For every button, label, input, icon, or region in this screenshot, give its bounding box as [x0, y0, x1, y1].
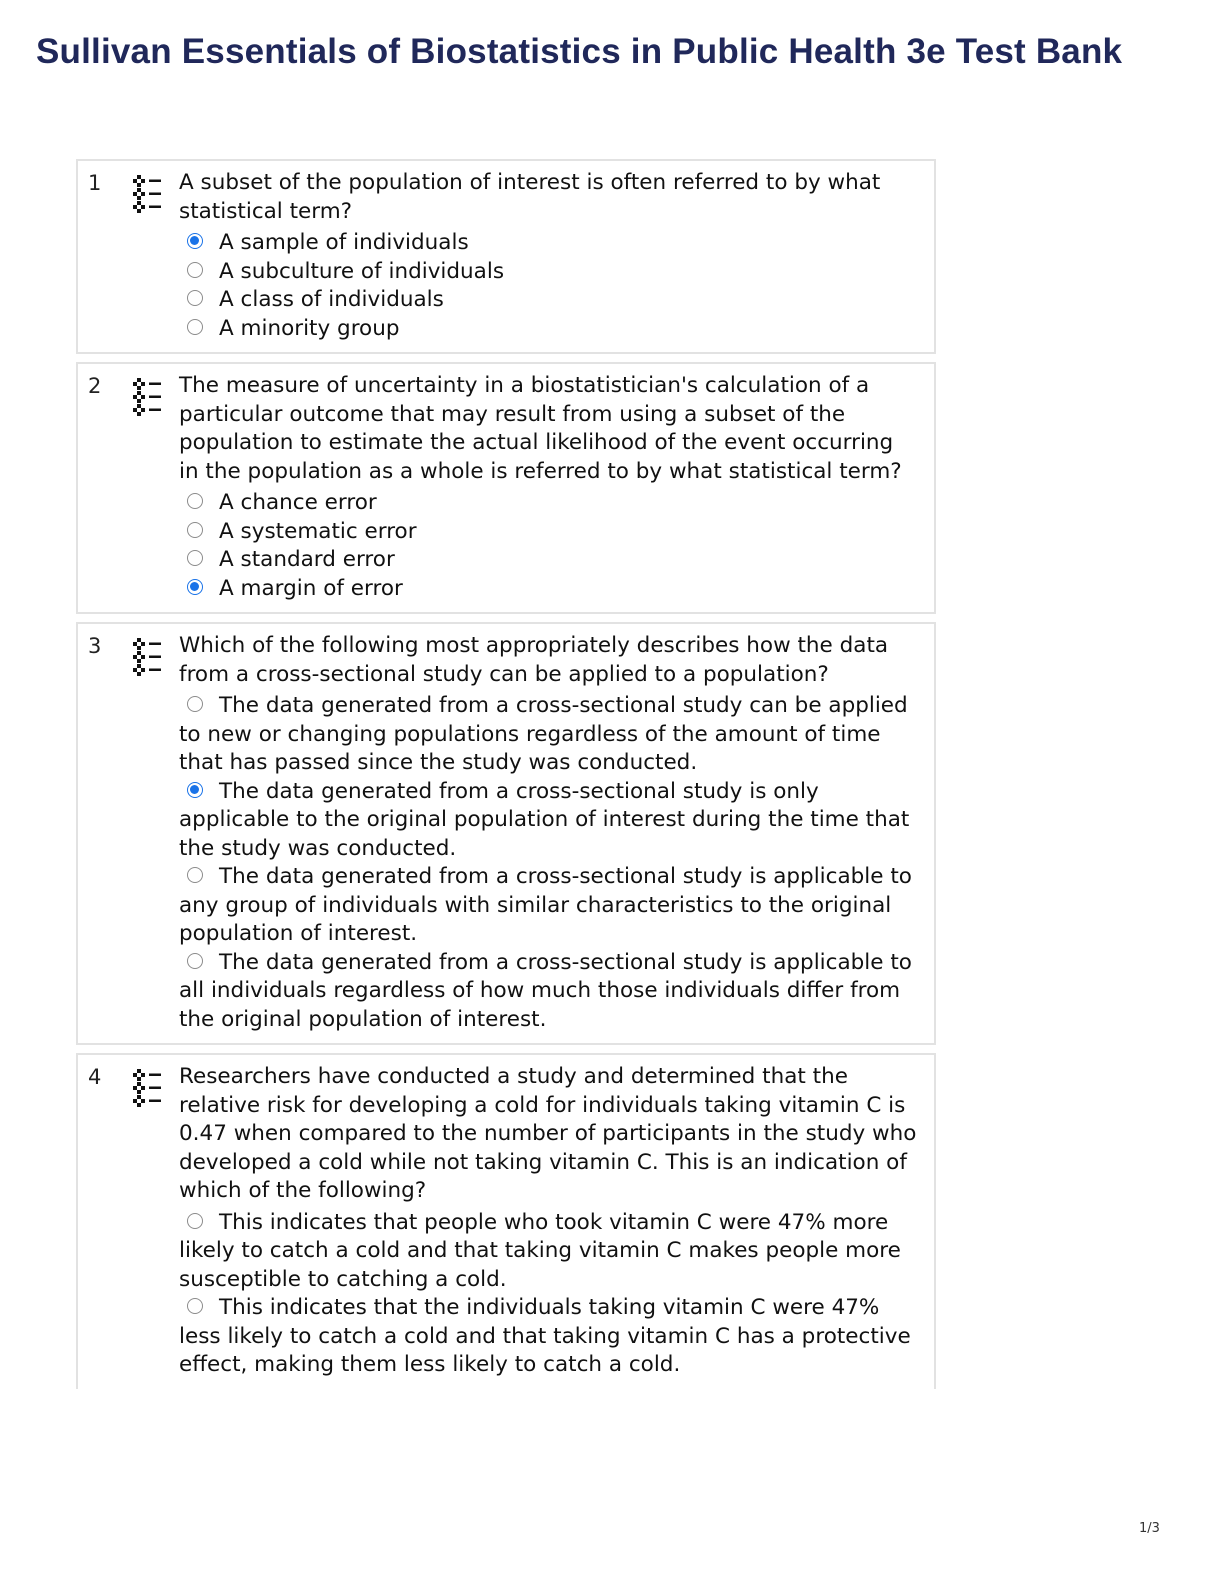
page-number: 1/3	[1139, 1521, 1160, 1536]
radio-unselected[interactable]	[187, 522, 203, 538]
answer-option[interactable]	[179, 286, 918, 315]
answer-option[interactable]	[179, 518, 918, 547]
question-text: The measure of uncertainty in a biostatistician's calculation of a particular outcome that may result from using a subset of the population to estimate the actual likelihood of the event occurring in the population as a whole is referred to by what statistical term?	[179, 373, 902, 484]
radio-selected[interactable]	[187, 782, 203, 798]
answer-option[interactable]	[179, 863, 918, 949]
answer-label: A systematic error	[219, 518, 417, 544]
question-text: Researchers have conducted a study and determined that the relative risk for developing a cold for individuals taking vitamin C is 0.47 when compared to the number of participants in the study who developed a cold while not taking vitamin C. This is an indication of which of the following?	[179, 1064, 917, 1203]
radio-unselected[interactable]	[187, 867, 203, 883]
answer-option[interactable]	[179, 258, 918, 287]
answer-options	[179, 489, 918, 603]
multiple-choice-icon	[132, 174, 172, 214]
answer-label: A standard error	[219, 547, 395, 572]
question-number: 1	[88, 171, 102, 195]
answer-label: This indicates that people who took vitamin C were 47% more likely to catch a cold and that taking vitamin C makes people more susceptible to catching a cold.	[179, 1209, 901, 1292]
answer-label: A subculture of individuals	[219, 258, 505, 284]
page-title: Sullivan Essentials of Biostatistics in Public Health 3e Test Bank	[36, 32, 1123, 71]
question-text: A subset of the population of interest is often referred to by what statistical term?	[179, 170, 881, 224]
multiple-choice-icon	[132, 637, 172, 677]
answer-options	[179, 229, 918, 343]
radio-unselected[interactable]	[187, 550, 203, 566]
answer-options	[179, 692, 918, 1034]
question-number: 2	[88, 374, 102, 398]
question-card-1	[76, 159, 936, 354]
answer-label: The data generated from a cross-sectional study can be applied to new or changing populations regardless of the amount of time that has passed since the study was conducted.	[179, 693, 908, 775]
answer-label: The data generated from a cross-sectional study is applicable to all individuals regardless of how much those individuals differ from the original population of interest.	[179, 949, 912, 1032]
answer-option[interactable]	[179, 692, 918, 778]
radio-unselected[interactable]	[187, 319, 203, 335]
answer-option[interactable]	[179, 1209, 918, 1295]
answer-option[interactable]	[179, 489, 918, 518]
question-number: 3	[88, 634, 102, 658]
radio-selected[interactable]	[187, 579, 203, 595]
answer-option[interactable]	[179, 778, 918, 864]
answer-label: A class of individuals	[219, 287, 444, 312]
radio-unselected[interactable]	[187, 696, 203, 712]
multiple-choice-icon	[132, 377, 172, 417]
radio-unselected[interactable]	[187, 493, 203, 509]
question-text: Which of the following most appropriately describes how the data from a cross-sectional study can be applied to a population?	[179, 633, 889, 687]
radio-unselected[interactable]	[187, 953, 203, 969]
question-card-3	[76, 622, 936, 1045]
answer-option[interactable]	[179, 575, 918, 604]
radio-selected[interactable]	[187, 233, 203, 249]
answer-label: A sample of individuals	[219, 230, 469, 255]
answer-label: A minority group	[219, 315, 400, 341]
answer-label: This indicates that the individuals taking vitamin C were 47% less likely to catch a cold and that taking vitamin C has a protective effect, making them less likely to catch a cold.	[179, 1295, 911, 1377]
radio-unselected[interactable]	[187, 262, 203, 278]
answer-option[interactable]	[179, 1294, 918, 1380]
multiple-choice-icon	[132, 1068, 172, 1108]
answer-option[interactable]	[179, 546, 918, 575]
answer-options	[179, 1209, 918, 1380]
answer-label: The data generated from a cross-sectional study is only applicable to the original population of interest during the time that the study was conducted.	[179, 778, 910, 861]
question-card-4	[76, 1053, 936, 1389]
answer-option[interactable]	[179, 229, 918, 258]
radio-unselected[interactable]	[187, 290, 203, 306]
answer-label: A chance error	[219, 490, 377, 515]
question-list	[76, 159, 936, 1397]
question-number: 4	[88, 1065, 102, 1089]
answer-option[interactable]	[179, 315, 918, 344]
radio-unselected[interactable]	[187, 1213, 203, 1229]
answer-option[interactable]	[179, 949, 918, 1035]
radio-unselected[interactable]	[187, 1298, 203, 1314]
answer-label: The data generated from a cross-sectional study is applicable to any group of individuals with similar characteristics to the original population of interest.	[179, 864, 912, 946]
answer-label: A margin of error	[219, 575, 403, 601]
question-card-2	[76, 362, 936, 614]
